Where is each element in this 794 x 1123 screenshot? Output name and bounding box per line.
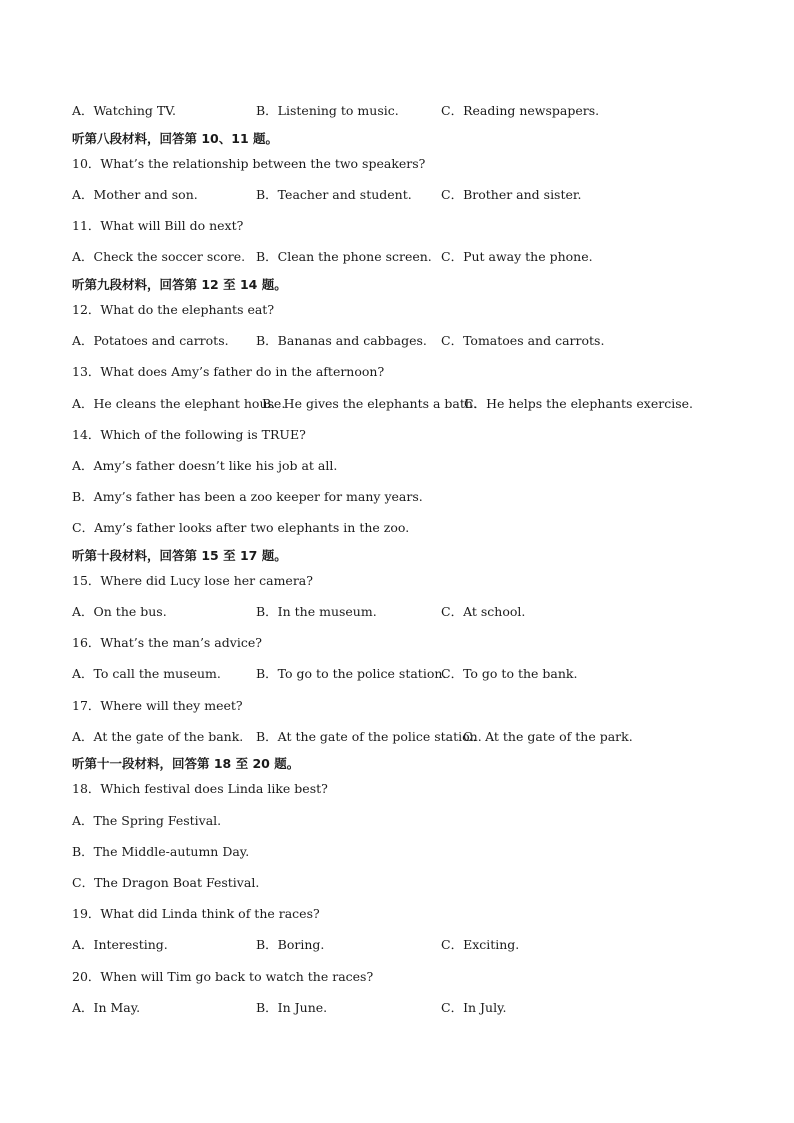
q12-question: 12．What do the elephants eat? — [72, 302, 275, 317]
q15-option-a: A．On the bus. — [72, 604, 167, 619]
q13-option-a: A．He cleans the elephant house. — [72, 396, 286, 411]
q14-option-c: C．Amy’s father looks after two elephants in the zoo. — [72, 520, 410, 535]
q17-question: 17．Where will they meet? — [72, 698, 243, 713]
q9-option-b: B．Listening to music. — [256, 103, 399, 118]
q20-option-c: C．In July. — [441, 1000, 507, 1015]
q13-question: 13．What does Amy’s father do in the afternoon? — [72, 364, 385, 379]
q10-question: 10．What’s the relationship between the two speakers? — [72, 156, 426, 171]
q19-question: 19．What did Linda think of the races? — [72, 906, 320, 921]
section8-heading: 听第八段材料，回答第 10、11 题。 — [72, 131, 278, 146]
q14-question: 14．Which of the following is TRUE? — [72, 427, 306, 442]
q16-option-a: A．To call the museum. — [72, 666, 221, 681]
q13-option-c: C．He helps the elephants exercise. — [464, 396, 693, 411]
q19-option-c: C．Exciting. — [441, 937, 520, 952]
q16-question: 16．What’s the man’s advice? — [72, 635, 262, 650]
q10-option-c: C．Brother and sister. — [441, 187, 582, 202]
q11-option-c: C．Put away the phone. — [441, 249, 593, 264]
section11-heading: 听第十一段材料，回答第 18 至 20 题。 — [72, 756, 300, 771]
q9-option-a: A．Watching TV. — [72, 103, 176, 118]
q18-question: 18．Which festival does Linda like best? — [72, 781, 328, 796]
q17-option-c: C．At the gate of the park. — [463, 729, 633, 744]
q10-option-b: B．Teacher and student. — [256, 187, 412, 202]
section10-heading: 听第十段材料，回答第 15 至 17 题。 — [72, 548, 287, 563]
q11-option-a: A．Check the soccer score. — [72, 249, 246, 264]
q11-question: 11．What will Bill do next? — [72, 218, 244, 233]
q16-option-b: B．To go to the police station. — [256, 666, 447, 681]
q13-option-b: B．He gives the elephants a bath. — [262, 396, 477, 411]
section9-heading: 听第九段材料，回答第 12 至 14 题。 — [72, 277, 287, 292]
q17-option-a: A．At the gate of the bank. — [72, 729, 244, 744]
q19-option-a: A．Interesting. — [72, 937, 168, 952]
q12-option-c: C．Tomatoes and carrots. — [441, 333, 605, 348]
q18-option-c: C．The Dragon Boat Festival. — [72, 875, 260, 890]
q15-option-b: B．In the museum. — [256, 604, 377, 619]
q18-option-b: B．The Middle-autumn Day. — [72, 844, 250, 859]
q20-option-b: B．In June. — [256, 1000, 328, 1015]
q15-option-c: C．At school. — [441, 604, 526, 619]
q15-question: 15．Where did Lucy lose her camera? — [72, 573, 313, 588]
q19-option-b: B．Boring. — [256, 937, 325, 952]
q12-option-b: B．Bananas and cabbages. — [256, 333, 427, 348]
q17-option-b: B．At the gate of the police station. — [256, 729, 482, 744]
q20-question: 20．When will Tim go back to watch the races? — [72, 969, 374, 984]
q14-option-a: A．Amy’s father doesn’t like his job at all. — [72, 458, 338, 473]
q18-option-a: A．The Spring Festival. — [72, 813, 222, 828]
q20-option-a: A．In May. — [72, 1000, 141, 1015]
q14-option-b: B．Amy’s father has been a zoo keeper for many years. — [72, 489, 423, 504]
q16-option-c: C．To go to the bank. — [441, 666, 578, 681]
q11-option-b: B．Clean the phone screen. — [256, 249, 432, 264]
q9-option-c: C．Reading newspapers. — [441, 103, 600, 118]
q10-option-a: A．Mother and son. — [72, 187, 198, 202]
q12-option-a: A．Potatoes and carrots. — [72, 333, 229, 348]
